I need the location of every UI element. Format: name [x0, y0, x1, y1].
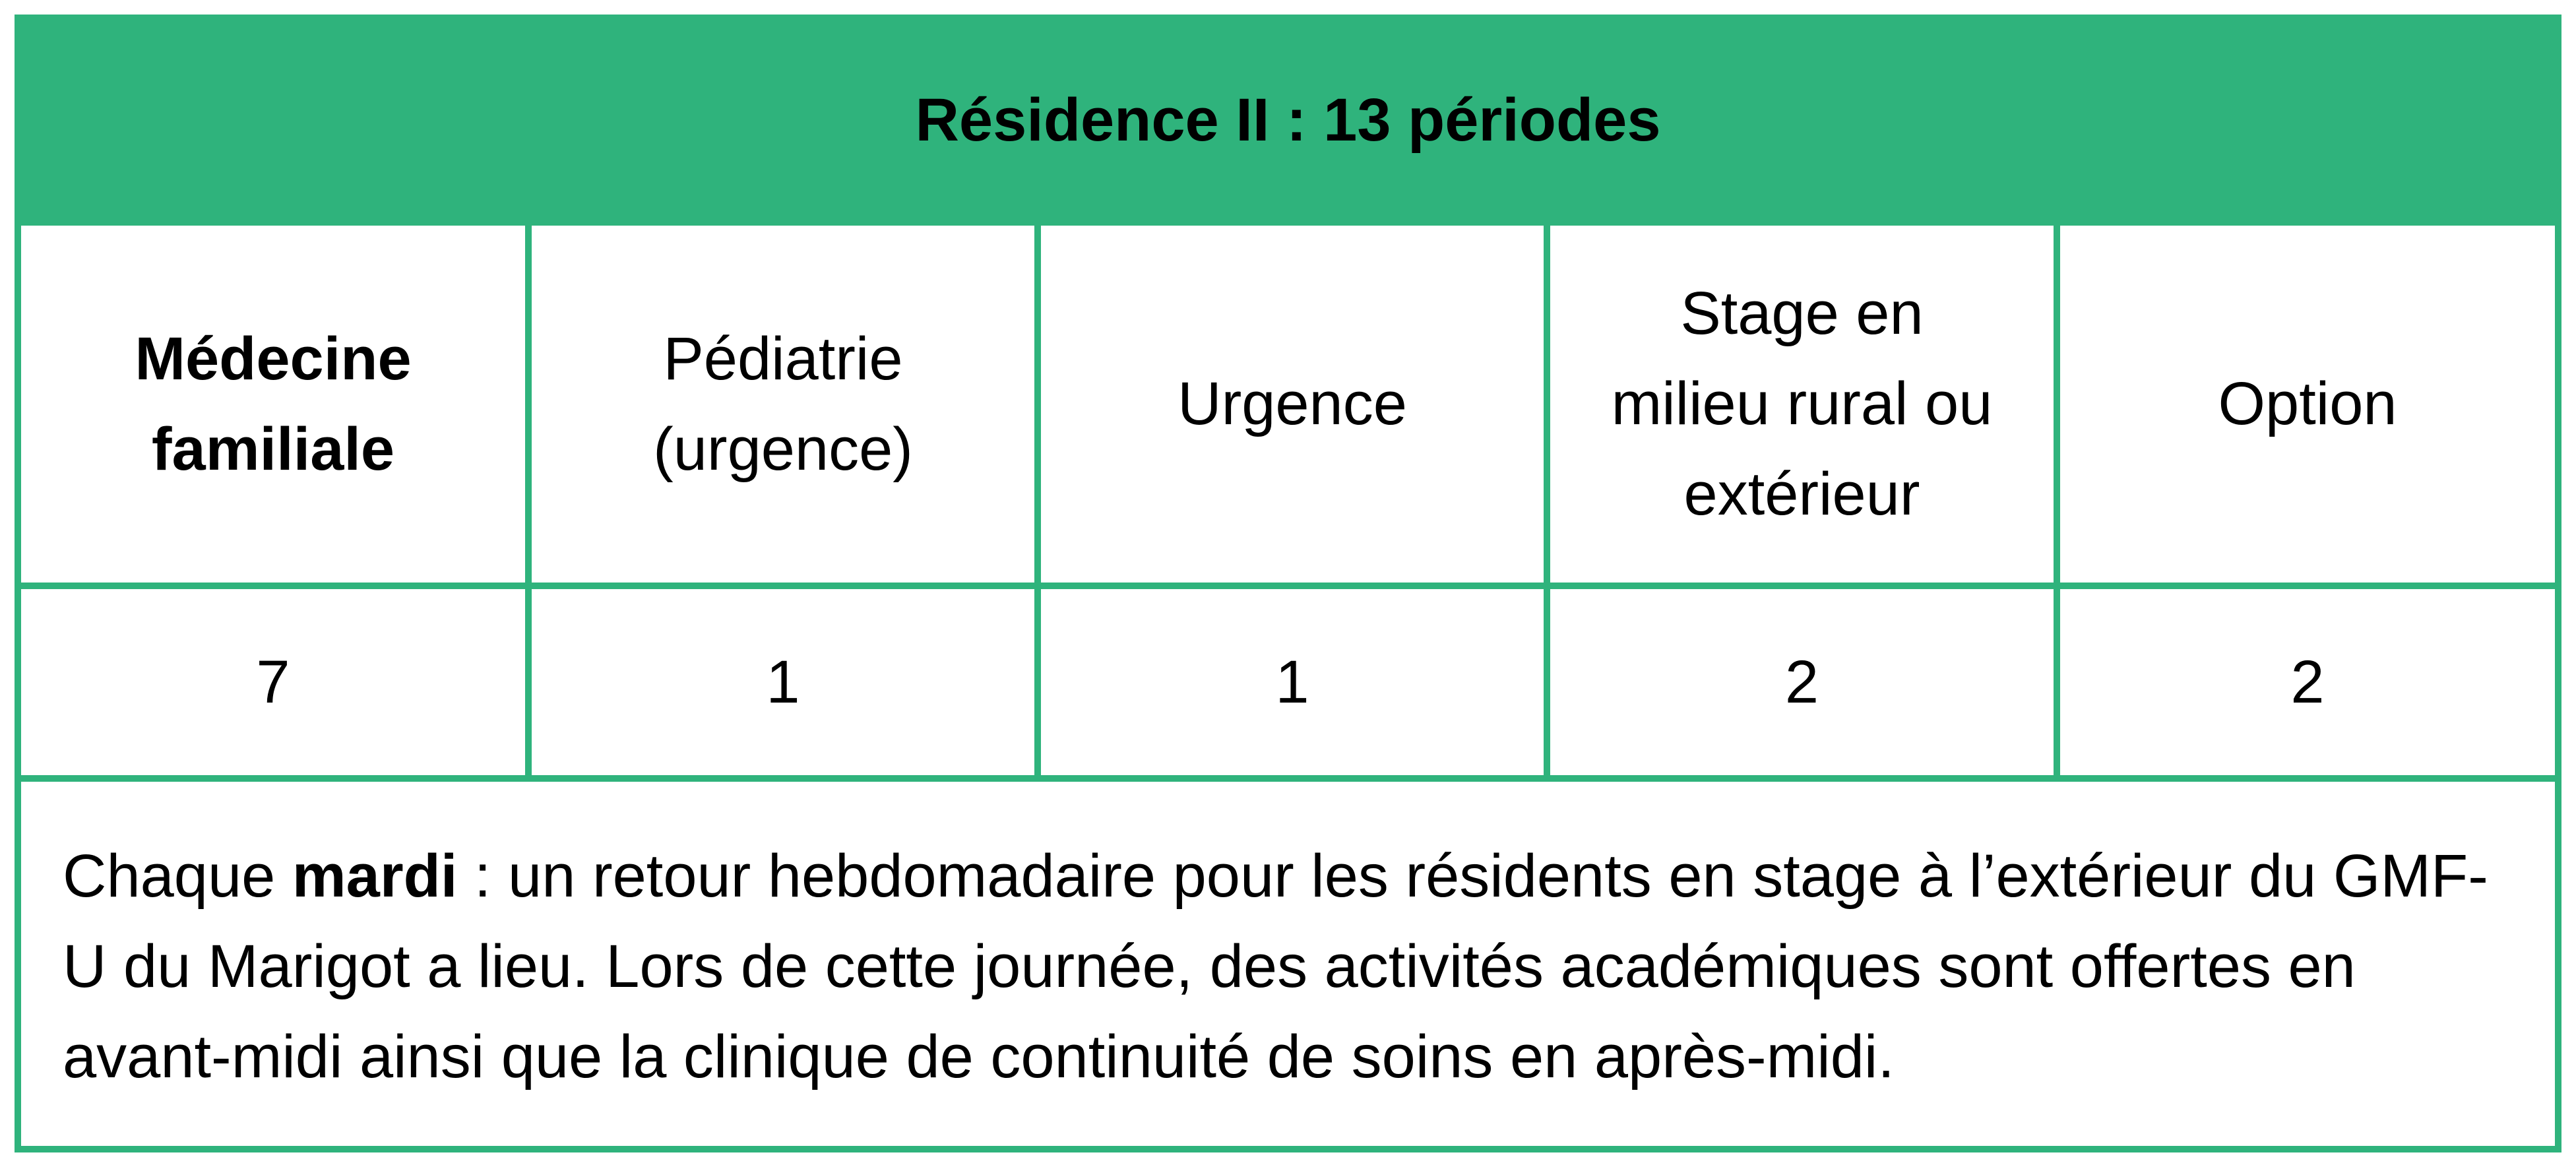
value-cell: [1041, 589, 1544, 775]
tuesday-note: [63, 831, 2517, 1102]
periods-value: 7: [256, 648, 290, 716]
note-emphasis: mardi: [292, 842, 458, 910]
table-title-bar: [21, 21, 2555, 219]
periods-value: 2: [1784, 648, 1819, 716]
column-divider: [1544, 219, 1550, 782]
header-cell-option: [2060, 226, 2555, 583]
value-cell: [21, 589, 525, 775]
header-label: Pédiatrie (urgence): [653, 325, 913, 483]
column-divider: [525, 219, 532, 782]
periods-value: 2: [2290, 648, 2325, 716]
note-body: : un retour hebdomadaire pour les résidents en stage à l’extérieur du GMF-U du Marigot a lieu. Lors de cette journée, des activités académiques sont offertes en avant-midi ainsi que la clinique de continuité de soins en après-midi.: [63, 842, 2488, 1090]
value-cell: [2060, 589, 2555, 775]
header-cell-medecine-familiale: [21, 226, 525, 583]
periods-value: 1: [1275, 648, 1309, 716]
table-title: Résidence II : 13 périodes: [915, 86, 1661, 154]
divider-under-values: [21, 775, 2555, 782]
divider-under-title: [21, 219, 2555, 226]
column-divider: [2054, 219, 2060, 782]
column-divider: [1034, 219, 1041, 782]
header-label: Option: [2218, 370, 2397, 437]
header-cell-urgence: [1041, 226, 1544, 583]
header-label: Urgence: [1178, 370, 1407, 437]
header-cell-pediatrie: [532, 226, 1034, 583]
value-cell: [532, 589, 1034, 775]
divider-under-headers: [21, 583, 2555, 589]
header-label: Médecine familiale: [135, 325, 412, 483]
value-cell: [1550, 589, 2054, 775]
header-cell-stage-rural: [1550, 226, 2054, 583]
periods-value: 1: [766, 648, 800, 716]
program-table: [15, 15, 2561, 1152]
note-lead: Chaque: [63, 842, 292, 910]
header-label: Stage en milieu rural ou extérieur: [1611, 280, 1993, 528]
